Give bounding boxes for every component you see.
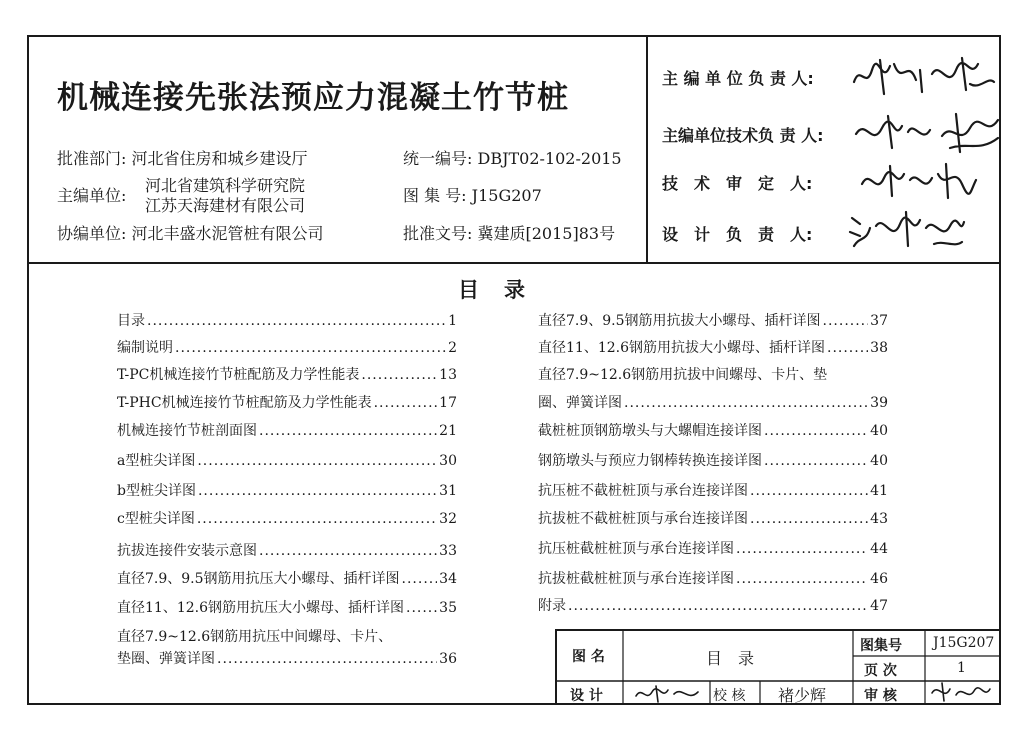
toc-item-page: 44 (870, 541, 888, 557)
toc-item-title: 圈、弹簧详图 (538, 395, 622, 411)
toc-item-title: 编制说明 (117, 340, 173, 356)
toc-item[interactable] (117, 310, 457, 330)
toc-item-title: 抗拔桩不截桩桩顶与承台连接详图 (538, 511, 748, 527)
toc-item[interactable] (538, 538, 888, 558)
unified-no-label: 统一编号: (403, 149, 473, 168)
toc-item-page: 47 (870, 598, 888, 614)
title-block-name: 目 录 (706, 649, 755, 668)
toc-item-page: 40 (870, 453, 888, 469)
toc-item-title: 钢筋墩头与预应力钢棒转换连接详图 (538, 453, 762, 469)
toc-item-title: 目录 (117, 313, 145, 329)
sig-label-chief-unit-tech: 主编单位技术负 责 人: (662, 126, 824, 145)
toc-item-page: 2 (448, 340, 457, 356)
handwritten-signature-icon (846, 206, 966, 252)
approval-doc-label: 批准文号: (403, 224, 473, 243)
toc-item[interactable] (538, 595, 888, 615)
approving-dept (57, 149, 308, 169)
approval-doc-value: 冀建质[2015]83号 (477, 224, 616, 243)
title-block-name-label: 图 名 (572, 649, 605, 665)
toc-item-page: 35 (439, 600, 457, 616)
toc-item-title: 直径11、12.6钢筋用抗拔大小螺母、插杆详图 (538, 340, 825, 356)
toc-item[interactable] (538, 420, 888, 440)
toc-item-title: c型桩尖详图 (117, 511, 195, 527)
toc-item[interactable] (538, 568, 888, 588)
toc-item-title: 直径7.9、9.5钢筋用抗拔大小螺母、插杆详图 (538, 313, 821, 329)
title-block-design-label: 设 计 (570, 688, 603, 704)
co-unit-value: 河北丰盛水泥管桩有限公司 (131, 224, 324, 243)
toc-item-title: 抗拔连接件安装示意图 (117, 543, 257, 559)
toc-leader (750, 483, 868, 499)
toc-leader (624, 395, 868, 411)
toc-leader (764, 423, 868, 439)
title-block-check-label: 校 核 (713, 688, 746, 704)
toc-item[interactable] (117, 480, 457, 500)
toc-item-page: 46 (870, 571, 888, 587)
title-block-review-label: 审 核 (864, 688, 897, 704)
toc-item-title: b型桩尖详图 (117, 483, 196, 499)
toc-item-title: 垫圈、弹簧详图 (117, 651, 215, 667)
toc-item-page: 31 (439, 483, 457, 499)
sig-label-design-lead: 设 计 负 责 人: (662, 225, 813, 244)
title-block-check-name: 褚少辉 (778, 686, 827, 705)
toc-item-page: 33 (439, 543, 457, 559)
toc-item-title: 抗压桩不截桩桩顶与承台连接详图 (538, 483, 748, 499)
toc-item[interactable] (538, 480, 888, 500)
toc-item-title: 直径7.9、9.5钢筋用抗压大小螺母、插杆详图 (117, 571, 400, 587)
toc-leader (175, 340, 446, 356)
chief-unit-1: 河北省建筑科学研究院 (145, 176, 306, 195)
page-title: 机械连接先张法预应力混凝土竹节桩 (57, 80, 569, 116)
toc-item-title: 机械连接竹节桩剖面图 (117, 423, 257, 439)
toc-item[interactable] (117, 392, 457, 412)
toc-item-title-line1: 直径7.9~12.6钢筋用抗压中间螺母、卡片、 (117, 629, 393, 645)
signature-divider (646, 35, 648, 263)
toc-item[interactable] (117, 568, 457, 588)
title-block-atlas-label: 图集号 (860, 638, 902, 654)
toc-item-page: 17 (439, 395, 457, 411)
handwritten-signature-icon (858, 160, 978, 202)
toc-item-title: 截桩桩顶钢筋墩头与大螺帽连接详图 (538, 423, 762, 439)
handwritten-signature-icon (852, 108, 1002, 156)
toc-leader (823, 313, 869, 329)
toc-item[interactable] (117, 597, 457, 617)
sig-label-technical-approver: 技 术 审 定 人: (662, 174, 813, 193)
toc-item-page: 38 (870, 340, 888, 356)
title-block-page: 1 (957, 660, 966, 676)
toc-item[interactable] (117, 450, 457, 470)
toc-leader (764, 453, 868, 469)
title-block-page-label: 页 次 (864, 663, 897, 679)
toc-item-page: 39 (870, 395, 888, 411)
handwritten-signature-icon (850, 50, 1000, 102)
approval-doc (403, 224, 615, 244)
toc-item[interactable] (117, 364, 457, 384)
toc-item-title: a型桩尖详图 (117, 453, 196, 469)
toc-item-page: 32 (439, 511, 457, 527)
toc-heading: 目 录 (458, 278, 527, 302)
toc-item-title: T-PC机械连接竹节桩配筋及力学性能表 (117, 367, 360, 383)
co-unit-label: 协编单位: (57, 224, 127, 243)
toc-leader (374, 395, 438, 411)
toc-item-page: 30 (439, 453, 457, 469)
toc-item-page: 36 (439, 651, 457, 667)
chief-units-label: 主编单位: (57, 186, 127, 205)
toc-leader (406, 600, 437, 616)
toc-leader (736, 541, 868, 557)
chief-unit-2: 江苏天海建材有限公司 (145, 196, 306, 215)
toc-item-page: 13 (439, 367, 457, 383)
title-block-atlas-no: J15G207 (933, 635, 995, 651)
co-unit (57, 224, 324, 244)
handwritten-signature-icon (632, 682, 702, 704)
toc-item[interactable] (117, 648, 457, 668)
toc-leader (197, 511, 437, 527)
toc-item[interactable] (117, 540, 457, 560)
toc-leader (197, 453, 437, 469)
toc-leader (750, 511, 868, 527)
toc-leader (827, 340, 868, 356)
toc-item-title-line1: 直径7.9~12.6钢筋用抗拔中间螺母、卡片、垫 (538, 367, 828, 383)
toc-item-page: 37 (870, 313, 888, 329)
unified-no-value: DBJT02-102-2015 (477, 149, 622, 168)
toc-leader (147, 313, 446, 329)
toc-item-title: 抗压桩截桩桩顶与承台连接详图 (538, 541, 734, 557)
toc-leader (259, 423, 437, 439)
toc-item[interactable] (538, 310, 888, 330)
toc-item[interactable] (538, 392, 888, 412)
atlas-no-label: 图 集 号: (403, 186, 467, 205)
toc-leader (736, 571, 868, 587)
toc-item-page: 43 (870, 511, 888, 527)
unified-no (403, 149, 622, 169)
toc-item-page: 34 (439, 571, 457, 587)
approving-dept-label: 批准部门: (57, 149, 127, 168)
handwritten-signature-icon (928, 681, 994, 703)
toc-item[interactable] (538, 450, 888, 470)
toc-item-title: T-PHC机械连接竹节桩配筋及力学性能表 (117, 395, 372, 411)
toc-leader (361, 367, 437, 383)
toc-leader (259, 543, 437, 559)
toc-item-page: 21 (439, 423, 457, 439)
toc-item-title: 直径11、12.6钢筋用抗压大小螺母、插杆详图 (117, 600, 404, 616)
atlas-no-value: J15G207 (471, 186, 542, 205)
sig-label-chief-unit-head: 主 编 单 位 负 责 人: (662, 69, 814, 88)
toc-item-page: 1 (448, 313, 457, 329)
toc-item[interactable] (117, 420, 457, 440)
toc-leader (217, 651, 437, 667)
header-divider (27, 262, 1001, 264)
approving-dept-value: 河北省住房和城乡建设厅 (131, 149, 308, 168)
toc-item[interactable] (117, 508, 457, 528)
toc-leader (198, 483, 437, 499)
toc-leader (568, 598, 868, 614)
toc-item-page: 40 (870, 423, 888, 439)
toc-item-title: 抗拔桩截桩桩顶与承台连接详图 (538, 571, 734, 587)
toc-item-title: 附录 (538, 598, 566, 614)
atlas-no (403, 186, 542, 206)
toc-item[interactable] (538, 508, 888, 528)
toc-leader (402, 571, 438, 587)
toc-item-page: 41 (870, 483, 888, 499)
toc-item[interactable] (538, 337, 888, 357)
toc-item[interactable] (117, 337, 457, 357)
